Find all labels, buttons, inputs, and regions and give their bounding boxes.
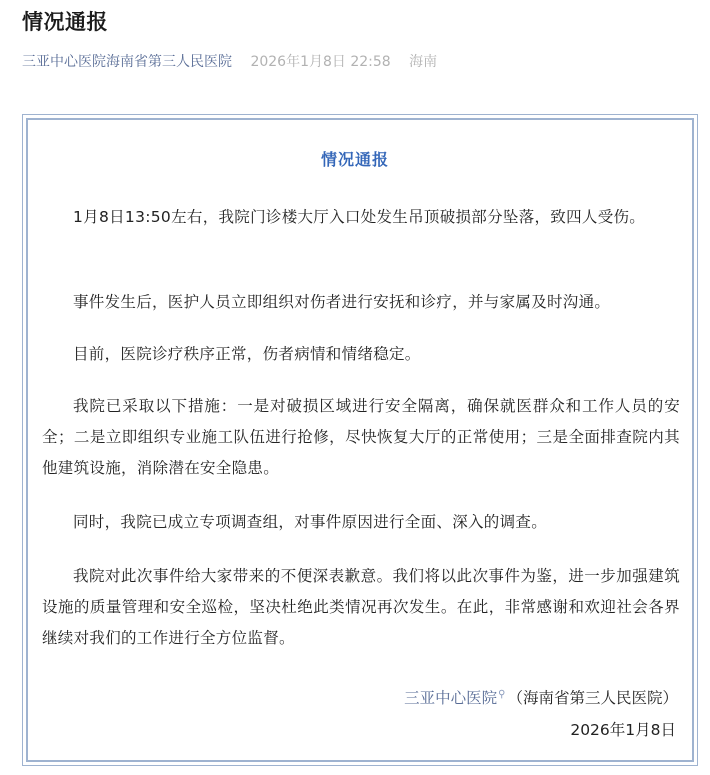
notice-paragraph: 我院已采取以下措施：一是对破损区域进行安全隔离，确保就医群众和工作人员的安全；二是立即组织专业施工队伍进行抢修，尽快恢复大厅的正常使用；三是全面排查院内其他建筑设施，消除潜在安全隐患。 — [42, 397, 680, 477]
publish-time: 2026年1月8日 22:58 — [250, 54, 391, 70]
publish-location: 海南 — [409, 54, 438, 70]
signature-suffix: （海南省第三人民医院） — [507, 689, 678, 707]
notice-date: 2026年1月8日 — [570, 721, 676, 739]
signature-search-link[interactable]: 三亚中心医院 — [404, 689, 498, 707]
notice-signature — [404, 686, 678, 708]
notice-paragraph: 同时，我院已成立专项调查组，对事件原因进行全面、深入的调查。 — [73, 513, 548, 531]
notice-title: 情况通报 — [320, 150, 389, 169]
search-icon[interactable]: ⚲ — [498, 688, 506, 700]
notice-paragraph: 事件发生后，医护人员立即组织对伤者进行安抚和诊疗，并与家属及时沟通。 — [73, 293, 611, 311]
notice-paragraph: 1月8日13:50左右，我院门诊楼大厅入口处发生吊顶破损部分坠落，致四人受伤。 — [73, 208, 646, 226]
notice-paragraph: 目前，医院诊疗秩序正常，伤者病情和情绪稳定。 — [73, 345, 421, 363]
article-title: 情况通报 — [22, 10, 108, 34]
account-name-link[interactable]: 三亚中心医院海南省第三人民医院 — [22, 54, 232, 70]
notice-paragraph: 我院对此次事件给大家带来的不便深表歉意。我们将以此次事件为鉴，进一步加强建筑设施的质量管理和安全巡检，坚决杜绝此类情况再次发生。在此，非常感谢和欢迎社会各界继续对我们的工作进行全方位监督。 — [42, 567, 680, 647]
article-meta — [22, 51, 437, 71]
